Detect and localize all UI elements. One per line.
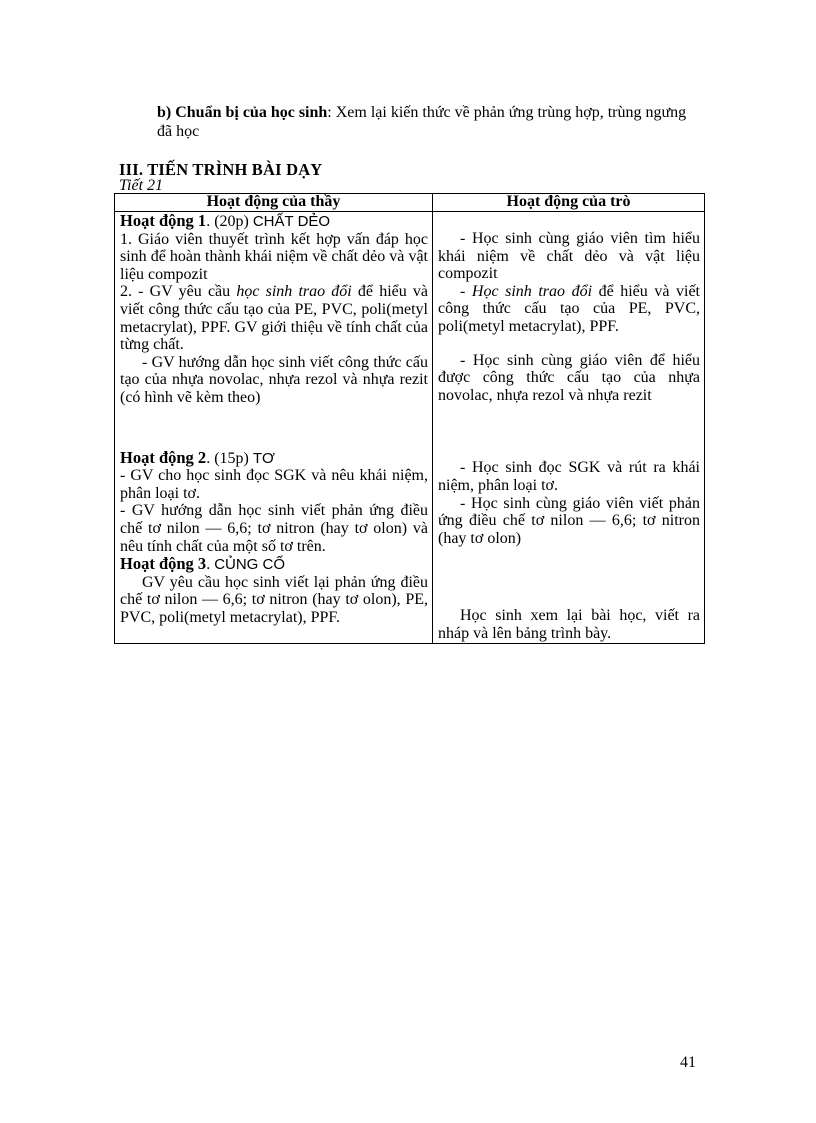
lesson-period: Tiết 21 [119, 177, 164, 194]
preparation-label: b) Chuẩn bị của học sinh [157, 104, 328, 121]
activity-2-step-1: - GV cho học sinh đọc SGK và nêu khái niệm, phân loại tơ. [120, 467, 428, 502]
activity-2-heading: Hoạt động 2. (15p) TƠ [120, 447, 275, 467]
student-response-5: - Học sinh cùng giáo viên viết phản ứng điều chế tơ nilon — 6,6; tơ nitron (hay tơ olon) [438, 494, 700, 547]
activity-1-heading: Hoạt động 1. (20p) CHẤT DẺO [120, 211, 331, 230]
student-response-2: - Học sinh trao đổi để hiểu và viết công thức cấu tạo của PE, PVC, poli(metyl metacrylat), PPF. [438, 282, 700, 335]
activity-1-step-1: 1. Giáo viên thuyết trình kết hợp vấn đáp học sinh để hoàn thành khái niệm về chất dẻo và vật liệu compozit [120, 230, 428, 283]
activity-3-heading: Hoạt động 3. CỦNG CỐ [120, 554, 286, 574]
page-number: 41 [680, 1054, 696, 1071]
student-response-1: - Học sinh cùng giáo viên tìm hiểu khái niệm về chất dẻo và vật liệu compozit [438, 230, 700, 283]
student-response-4: - Học sinh đọc SGK và rút ra khái niệm, phân loại tơ. [438, 459, 700, 494]
table-header-row [115, 194, 705, 212]
student-column-header: Hoạt động của trò [433, 194, 705, 212]
student-response-3: - Học sinh cùng giáo viên để hiểu được công thức cấu tạo của nhựa novolac, nhựa rezol và nhựa rezit [438, 351, 700, 404]
activity-1-step-2: 2. - GV yêu cầu học sinh trao đổi để hiểu và viết công thức cấu tạo của PE, PVC, poli(metyl metacrylat), PPF. GV giới thiệu về tính chất của từng chất. [120, 283, 429, 354]
preparation-text: : Xem lại kiến thức về phản ứng trùng hợp, trùng ngưng đã học [157, 104, 687, 140]
table-row [115, 212, 705, 644]
student-activities-cell [433, 212, 705, 644]
activity-2-step-2: - GV hướng dẫn học sinh viết phản ứng điều chế tơ nilon — 6,6; tơ nitron (hay tơ olon) và nêu tính chất của một số tơ trên. [120, 502, 428, 555]
section-title: III. TIẾN TRÌNH BÀI DẠY [119, 160, 323, 179]
teacher-column-header: Hoạt động của thầy [115, 194, 433, 212]
activity-3-step-1: GV yêu cầu học sinh viết lại phản ứng điều chế tơ nilon — 6,6; tơ nitron (hay tơ olon), PE, PVC, poli(metyl metacrylat), PPF. [120, 573, 428, 626]
teacher-activities-cell [115, 212, 433, 644]
activity-table [114, 193, 705, 644]
activity-1-step-3: - GV hướng dẫn học sinh viết công thức cấu tạo của nhựa novolac, nhựa rezol và nhựa rezit (có hình vẽ kèm theo) [120, 353, 428, 406]
student-response-6: Học sinh xem lại bài học, viết ra nháp và lên bảng trình bày. [438, 607, 700, 642]
student-preparation [157, 104, 697, 142]
